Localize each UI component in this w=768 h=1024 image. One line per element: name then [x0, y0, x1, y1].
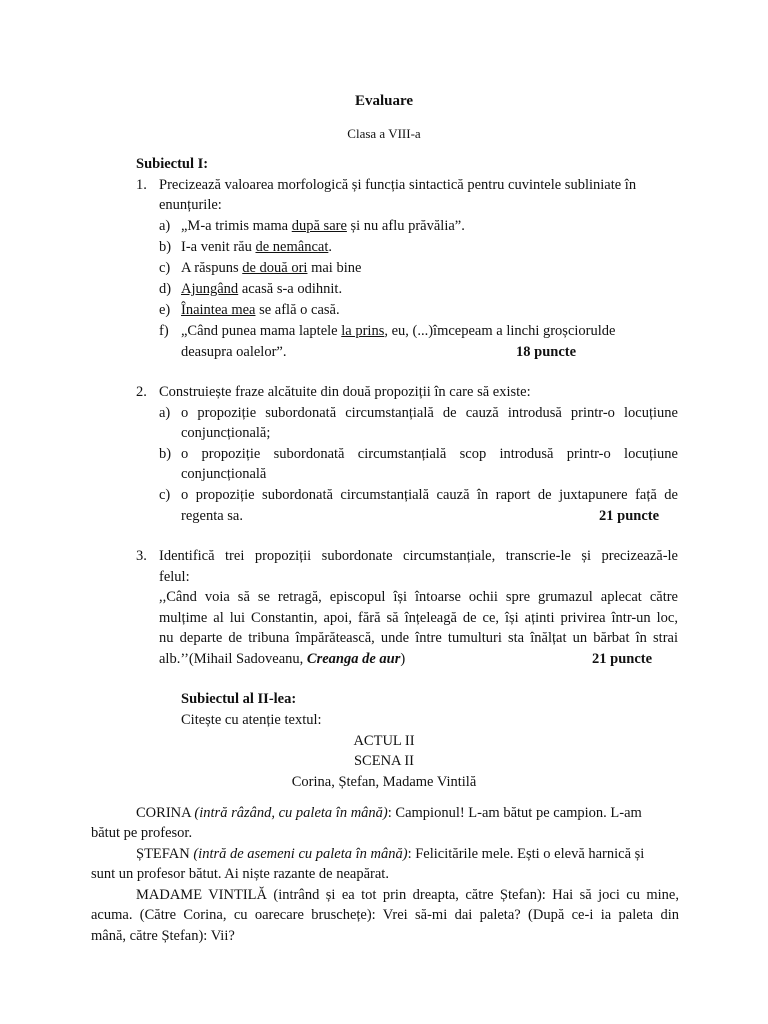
dialogue-corina-line2: bătut pe profesor.	[91, 825, 193, 841]
q2-item-b-line2: conjuncțională	[181, 466, 267, 482]
q1-item-d: Ajungând acasă s-a odihnit.	[181, 281, 343, 297]
q1-points: 18 puncte	[516, 344, 577, 360]
subject-2-instruction: Citește cu atenție textul:	[181, 712, 322, 728]
q2-points: 21 puncte	[599, 508, 660, 524]
q1-item-f-line2: deasupra oalelor”.	[181, 344, 287, 360]
q3-quote-line4: alb.’’(Mihail Sadoveanu, Creanga de aur)	[159, 651, 406, 667]
dialogue-stefan-line2: sunt un profesor bătut. Ai niște razante de neapărat.	[91, 866, 389, 882]
q1-item-f: „Când punea mama laptele la prins, eu, (...)îmcepeam a linchi groșciorulde	[181, 323, 616, 339]
scene-heading: SCENA II	[353, 753, 415, 769]
q1-item-letter: c)	[159, 260, 171, 276]
dialogue-corina-line1: CORINA (intră râzând, cu paleta în mână): Campionul! L-am bătut pe campion. L-am	[136, 805, 642, 821]
q2-number: 2.	[136, 384, 147, 400]
q1-item-letter: f)	[159, 323, 169, 339]
class-label: Clasa a VIII-a	[347, 126, 421, 141]
dialogue-vintila-line1: MADAME VINTILĂ (intrând și ea tot prin dreapta, către Ștefan): Hai să joci cu mine,	[136, 887, 679, 903]
q2-item-b-line1: o propoziție subordonată circumstanțială scop introdusă printr-o locuțiune	[181, 446, 678, 462]
q1-line1: Precizează valoarea morfologică și funcția sintactică pentru cuvintele subliniate în	[159, 177, 637, 193]
q1-item-a: „M-a trimis mama după sare și nu aflu prăvălia”.	[181, 218, 465, 234]
q2-item-c-line1: o propoziție subordonată circumstanțială cauză în raport de juxtapunere față de	[181, 487, 678, 503]
q1-number: 1.	[136, 177, 147, 193]
q3-line2: felul:	[159, 569, 190, 585]
document-title: Evaluare	[354, 93, 414, 109]
q1-item-letter: d)	[159, 281, 172, 297]
q1-item-b: I-a venit rău de nemâncat.	[181, 239, 332, 255]
q2-item-a-line1: o propoziție subordonată circumstanțială de cauză introdusă printr-o locuțiune	[181, 405, 678, 421]
q2-item-a-line2: conjuncțională;	[181, 425, 271, 441]
dialogue-vintila-line2: acuma. (Către Corina, cu oarecare bruschețe): Vrei să-mi dai paleta? (După ce-i ia paleta din	[91, 907, 679, 923]
q3-quote-line2: mulțime al lui Constantin, apoi, fără să înțeleagă de ce, își aținti privirea într-un loc,	[159, 610, 678, 626]
act-heading: ACTUL II	[353, 733, 415, 749]
q1-item-letter: a)	[159, 218, 171, 234]
q2-line1: Construiește fraze alcătuite din două propoziții în care să existe:	[159, 384, 531, 400]
q1-item-e: Înaintea mea se află o casă.	[181, 302, 340, 318]
q3-line1: Identifică trei propoziții subordonate circumstanțiale, transcrie-le și precizează-le	[159, 548, 678, 564]
q3-quote-line3: nu departe de tribuna împărătească, unde între tumulturi sta înălțat un bărbat în strai	[159, 630, 678, 646]
q2-item-letter: b)	[159, 446, 172, 462]
subject-1-heading: Subiectul I:	[136, 156, 209, 172]
q1-item-c: A răspuns de două ori mai bine	[181, 260, 362, 276]
q3-points: 21 puncte	[592, 651, 653, 667]
subject-2-heading: Subiectul al II-lea:	[181, 691, 297, 707]
q1-item-letter: b)	[159, 239, 172, 255]
q3-number: 3.	[136, 548, 147, 564]
q2-item-letter: a)	[159, 405, 171, 421]
dialogue-stefan-line1: ȘTEFAN (intră de asemeni cu paleta în mână): Felicitările mele. Ești o elevă harnică și	[136, 846, 645, 862]
q1-line2: enunțurile:	[159, 197, 222, 213]
q3-quote-line1: ,,Când voia să se retragă, episcopul își întoarse ochii spre grumazul aplecat către	[159, 589, 678, 605]
q1-item-letter: e)	[159, 302, 171, 318]
q2-item-c-line2: regenta sa.	[181, 508, 243, 524]
characters-line: Corina, Ștefan, Madame Vintilă	[291, 774, 477, 790]
q2-item-letter: c)	[159, 487, 171, 503]
dialogue-vintila-line3: mână, către Ștefan): Vii?	[91, 928, 235, 944]
